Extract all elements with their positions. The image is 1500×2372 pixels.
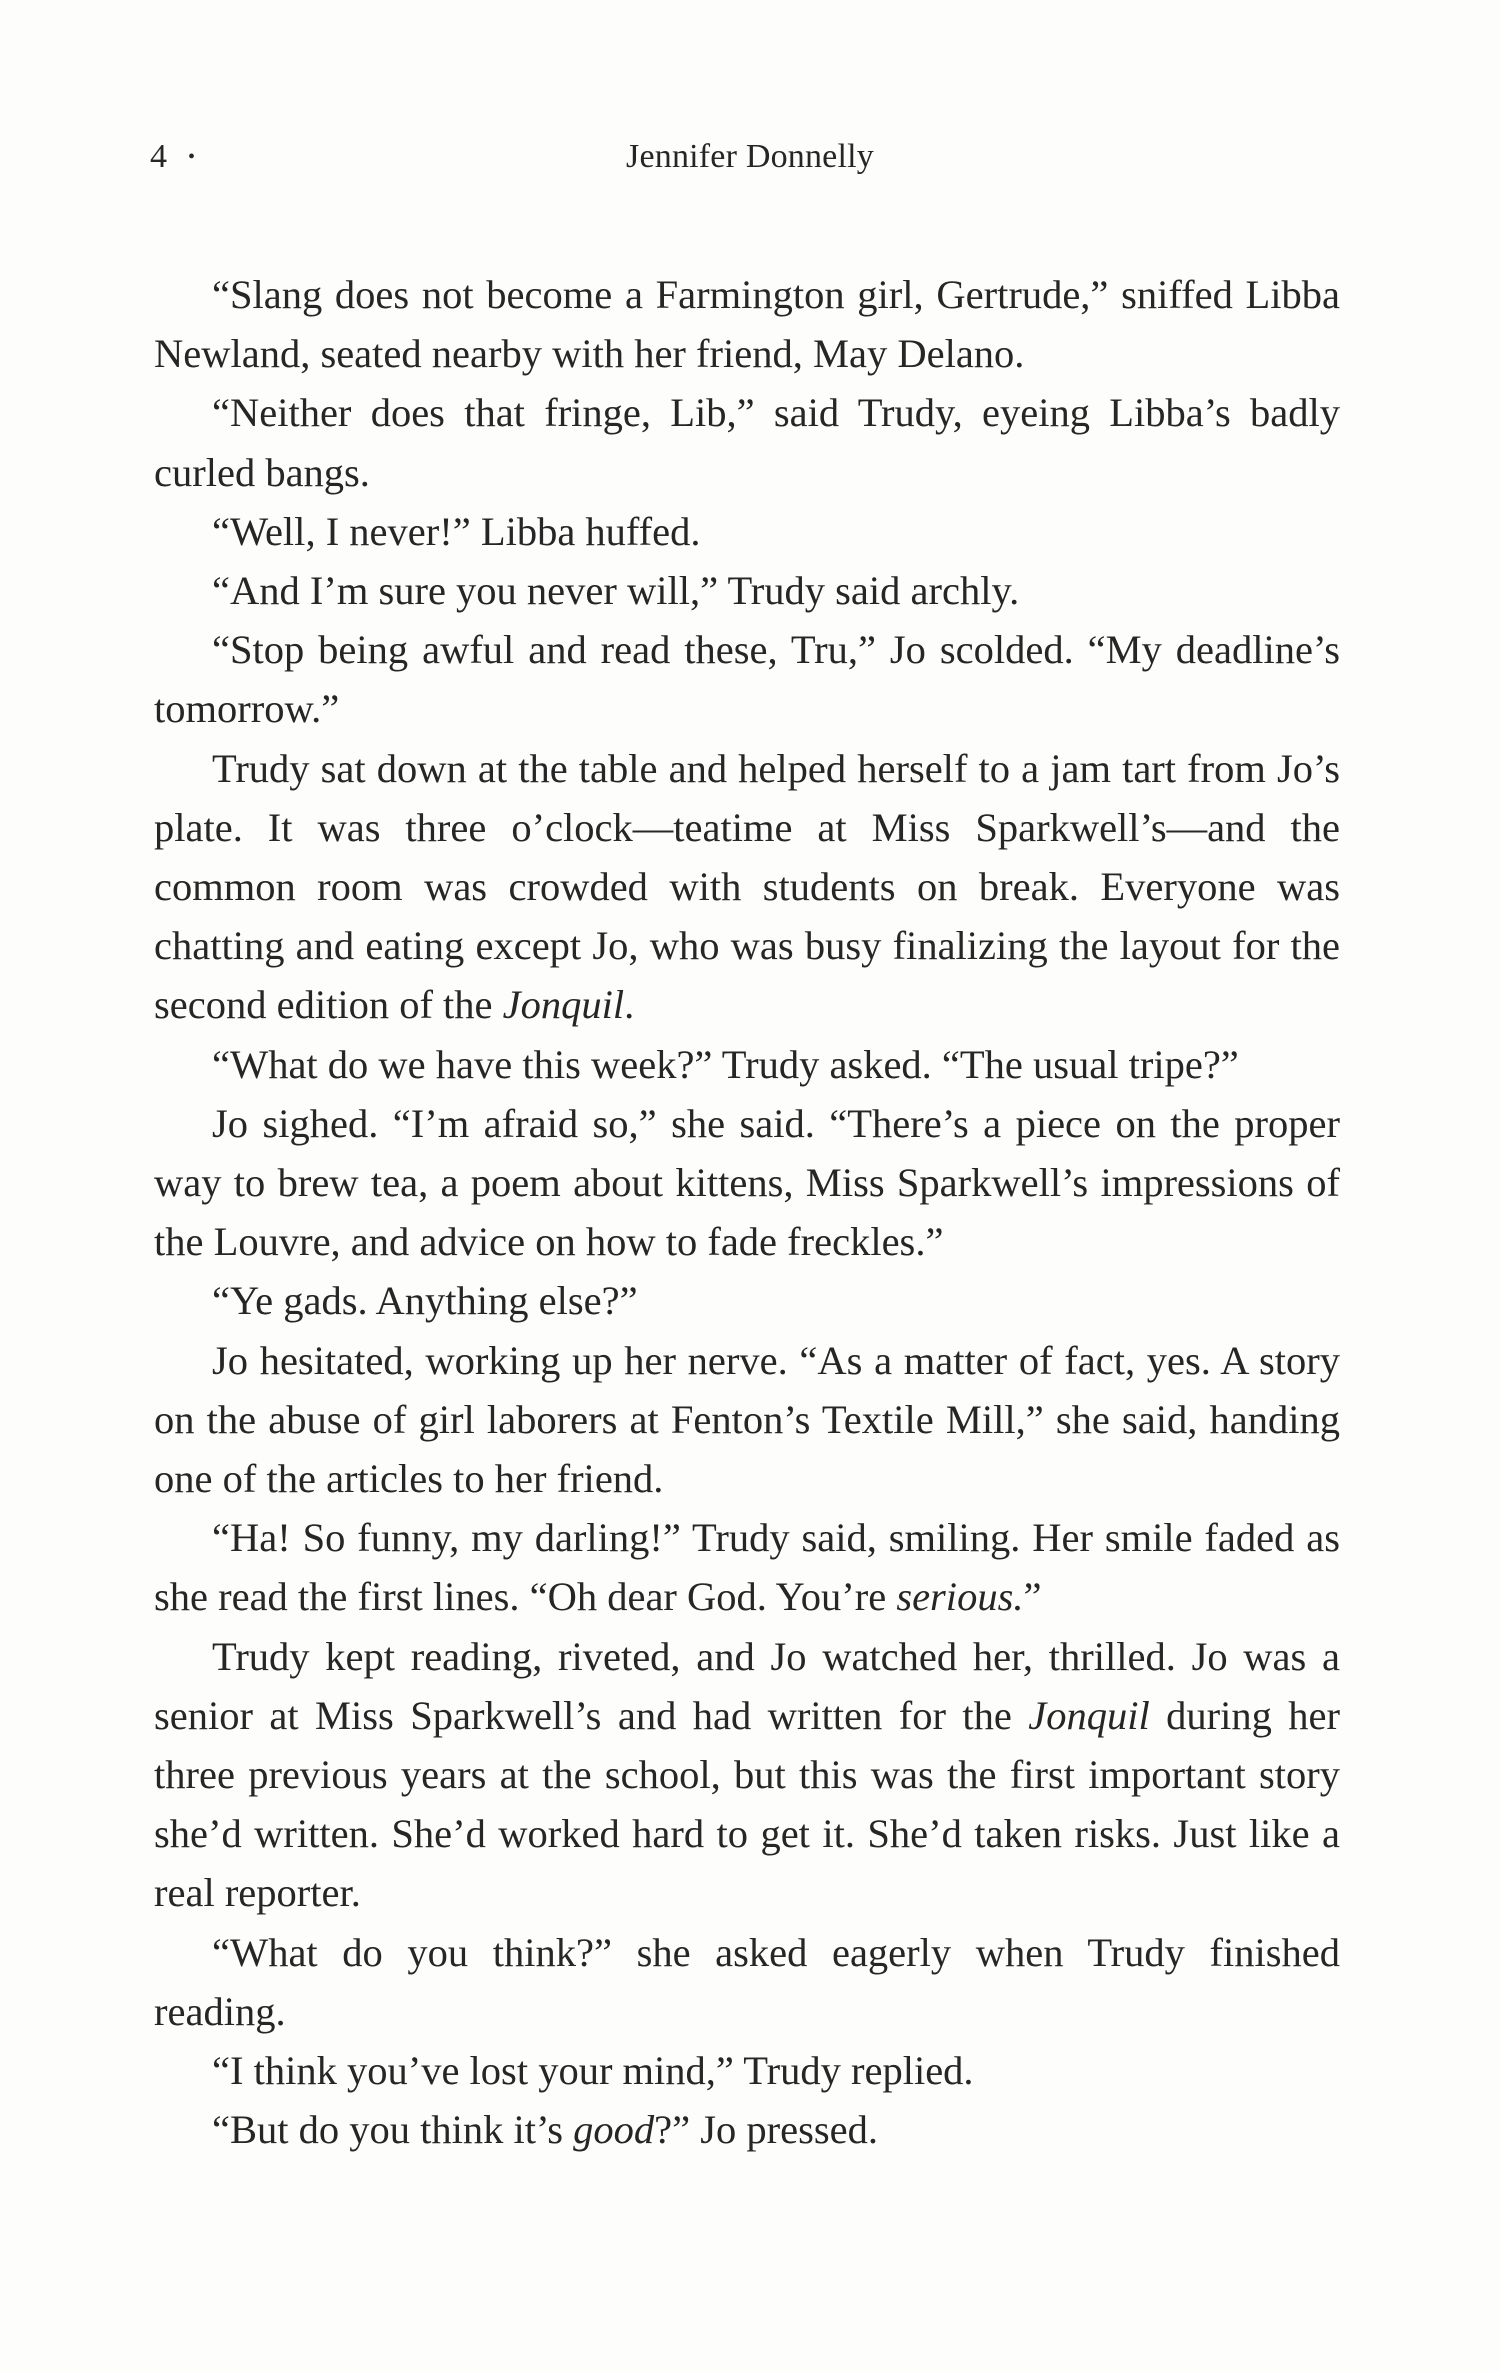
paragraph: Trudy sat down at the table and helped herself to a jam tart from Jo’s plate. It was three o’clock—teatime at Miss Sparkwell’s—and the common room was crowded with students on break. Everyone was chatting and eating except Jo, who was busy finalizing the layout for the second edition of the Jonquil. [154, 745, 1340, 1028]
page-number: 4 [150, 138, 167, 175]
paragraph: “What do you think?” she asked eagerly when Trudy finished reading. [154, 1929, 1340, 2034]
body-text [154, 265, 1340, 2160]
paragraph: “I think you’ve lost your mind,” Trudy replied. [212, 2048, 974, 2094]
paragraph: “But do you think it’s good?” Jo pressed. [212, 2107, 878, 2153]
paragraph: Trudy kept reading, riveted, and Jo watched her, thrilled. Jo was a senior at Miss Sparkwell’s and had written for the Jonquil during her three previous years at the school, but this was the first important story she’d written. She’d worked hard to get it. She’d taken risks. Just like a real reporter. [154, 1633, 1340, 1916]
running-title: Jennifer Donnelly [626, 138, 874, 175]
paragraph: “Neither does that fringe, Lib,” said Trudy, eyeing Libba’s badly curled bangs. [154, 390, 1340, 495]
paragraph: “Ye gads. Anything else?” [212, 1278, 638, 1324]
running-head [150, 132, 1350, 182]
paragraph: “Well, I never!” Libba huffed. [212, 508, 701, 554]
paragraph: “And I’m sure you never will,” Trudy said archly. [212, 568, 1020, 614]
paragraph: “What do we have this week?” Trudy asked. “The usual tripe?” [212, 1041, 1239, 1087]
ornament-bullet: • [188, 146, 196, 168]
italic-title: Jonquil [502, 982, 625, 1028]
paragraph: “Stop being awful and read these, Tru,” Jo scolded. “My deadline’s tomorrow.” [154, 627, 1340, 732]
paragraph: “Ha! So funny, my darling!” Trudy said, smiling. Her smile faded as she read the first lines. “Oh dear God. You’re serious.” [154, 1515, 1340, 1620]
paragraph: “Slang does not become a Farmington girl, Gertrude,” sniffed Libba Newland, seated nearby with her friend, May Delano. [154, 272, 1340, 377]
italic-emphasis: good [573, 2107, 655, 2153]
italic-title: Jonquil [1028, 1692, 1150, 1738]
paragraph: Jo sighed. “I’m afraid so,” she said. “There’s a piece on the proper way to brew tea, a poem about kittens, Miss Sparkwell’s impressions of the Louvre, and advice on how to fade freckles.” [154, 1100, 1340, 1265]
paragraph: Jo hesitated, working up her nerve. “As a matter of fact, yes. A story on the abuse of girl laborers at Fenton’s Textile Mill,” she said, handing one of the articles to her friend. [154, 1337, 1340, 1502]
italic-emphasis: serious. [896, 1574, 1024, 1620]
